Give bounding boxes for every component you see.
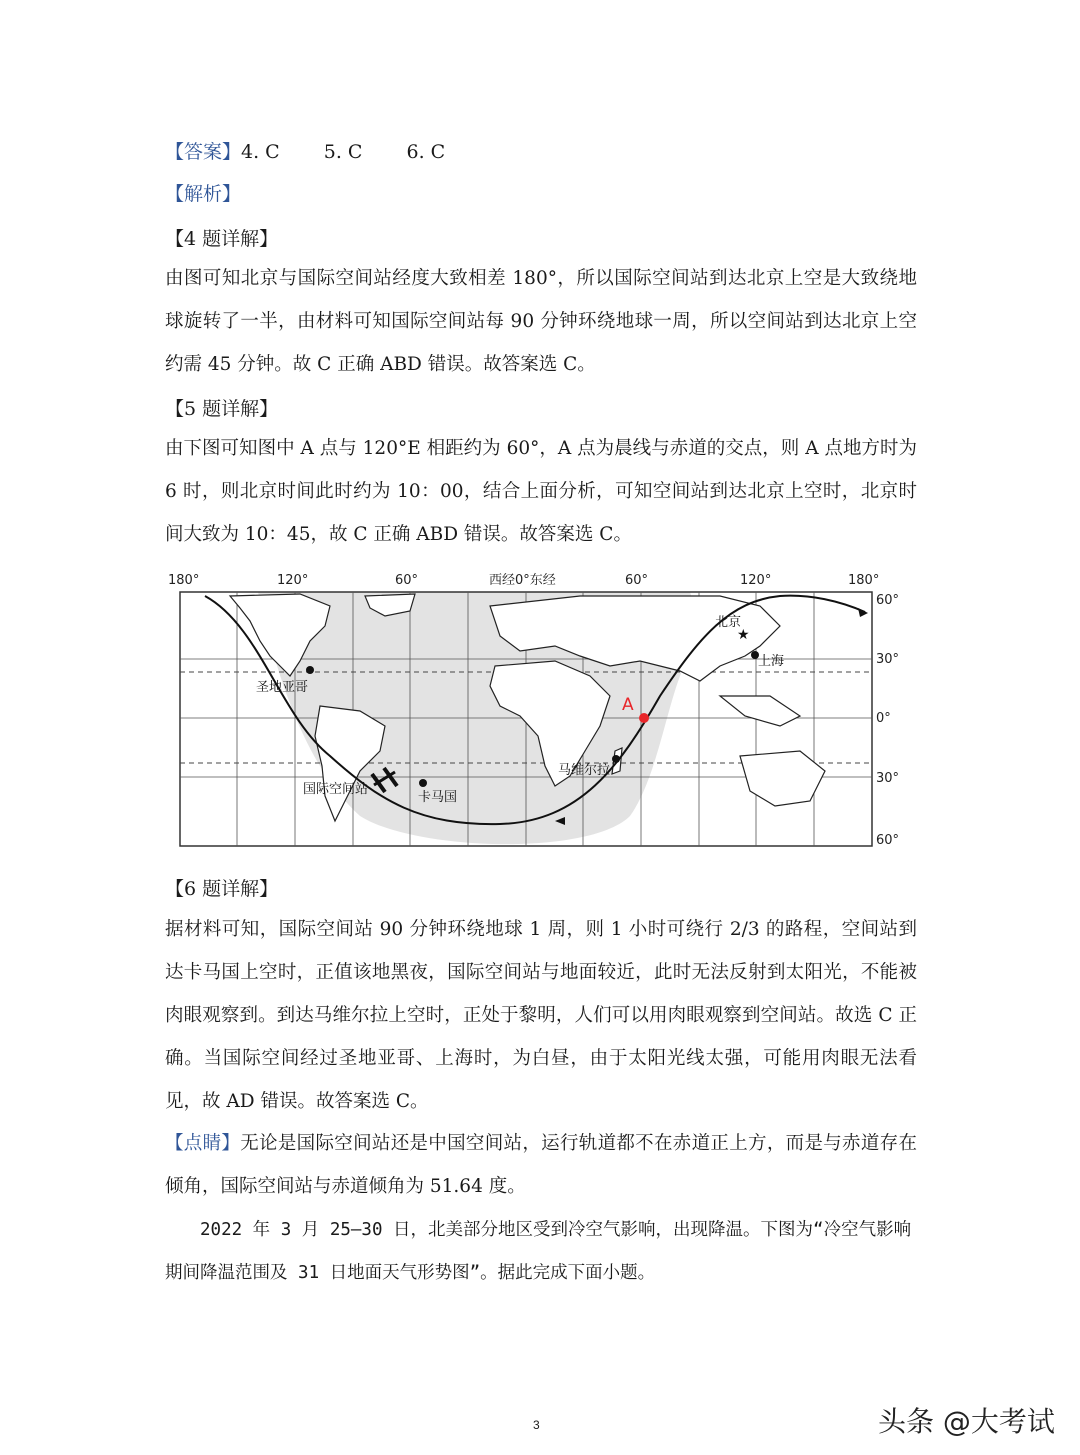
- analysis-label: 【解析】: [165, 183, 242, 205]
- lat-label-1: 60°: [876, 593, 900, 608]
- q5-text: 由下图可知图中 A 点与 120°E 相距约为 60°，A 点为晨线与赤道的交点，则 A 点地方时为 6 时，则北京时间此时约为 10：00，结合上面分析，可知空间站到达北京上空时，北京时间大致为 10：45，故 C 正确 ABD 错误。故答案选 C。: [165, 438, 917, 545]
- watermark: 头条 @大考试: [878, 1405, 1055, 1438]
- madagascar-dot: [612, 755, 620, 763]
- q6-label: 【6 题详解】: [165, 878, 279, 900]
- madagascar-label: 马维尔拉: [558, 763, 611, 778]
- orbit-arrow-end: [858, 608, 868, 617]
- lon-label-1: 180°: [168, 573, 200, 588]
- answer-label: 【答案】: [165, 141, 242, 163]
- point-a-label: A: [622, 695, 634, 715]
- san-diego-label: 圣地亚哥: [256, 680, 309, 695]
- answer-text: 4. C 5. C 6. C: [241, 141, 446, 163]
- q6-text: 据材料可知，国际空间站 90 分钟环绕地球 1 周，则 1 小时可绕行 2/3 的路程，空间站到达卡马国上空时，正值该地黑夜，国际空间站与地面较近，此时无法反射到太阳光，不能被肉眼观察到。到达马维尔拉上空时，正处于黎明，人们可以用肉眼观察到空间站。故选 C 正确。当国际空间经过圣地亚哥、上海时，为白昼，由于太阳光线太强，可能用肉眼无法看见，故 AD 错误。故答案选 C。: [165, 919, 917, 1112]
- lat-label-3: 0°: [876, 711, 891, 726]
- tip-text: 无论是国际空间站还是中国空间站，运行轨道都不在赤道正上方，而是与赤道存在倾角，国际空间站与赤道倾角为 51.64 度。: [165, 1133, 917, 1197]
- lat-label-2: 30°: [876, 652, 900, 667]
- q4-text: 由图可知北京与国际空间站经度大致相差 180°，所以国际空间站到达北京上空是大致绕地球旋转了一半，由材料可知国际空间站每 90 分钟环绕地球一周，所以空间站到达北京上空约需 45 分钟。故 C 正确 ABD 错误。故答案选 C。: [165, 268, 917, 375]
- orbit-map: [160, 566, 920, 856]
- lon-label-4: 西经0°东经: [489, 573, 556, 588]
- qatar-dot: [419, 779, 427, 787]
- beijing-label: 北京: [715, 615, 742, 630]
- lat-label-5: 60°: [876, 833, 900, 848]
- san-diego-dot: [306, 666, 314, 674]
- lon-label-6: 120°: [740, 573, 772, 588]
- point-a-dot: [639, 713, 649, 723]
- q5-label: 【5 题详解】: [165, 398, 279, 420]
- tip-paragraph: [165, 1122, 917, 1208]
- qatar-label: 卡马国: [418, 790, 458, 805]
- tip-label: 【点睛】: [165, 1133, 241, 1154]
- next-question-intro: 2022 年 3 月 25—30 日，北美部分地区受到冷空气影响，出现降温。下图为“冷空气影响期间降温范围及 31 日地面天气形势图”。据此完成下面小题。: [165, 1220, 912, 1283]
- beijing-star: ★: [737, 627, 750, 643]
- iss-label: 国际空间站: [303, 782, 369, 797]
- southeast-asia: [720, 696, 800, 726]
- q4-label: 【4 题详解】: [165, 228, 279, 250]
- australia: [740, 751, 825, 806]
- shanghai-label: 上海: [758, 654, 785, 669]
- page-number: 3: [533, 1418, 540, 1432]
- answer-line: [165, 139, 445, 165]
- lon-label-2: 120°: [277, 573, 309, 588]
- lon-label-5: 60°: [625, 573, 649, 588]
- lon-label-7: 180°: [848, 573, 880, 588]
- lat-label-4: 30°: [876, 771, 900, 786]
- lon-label-3: 60°: [395, 573, 419, 588]
